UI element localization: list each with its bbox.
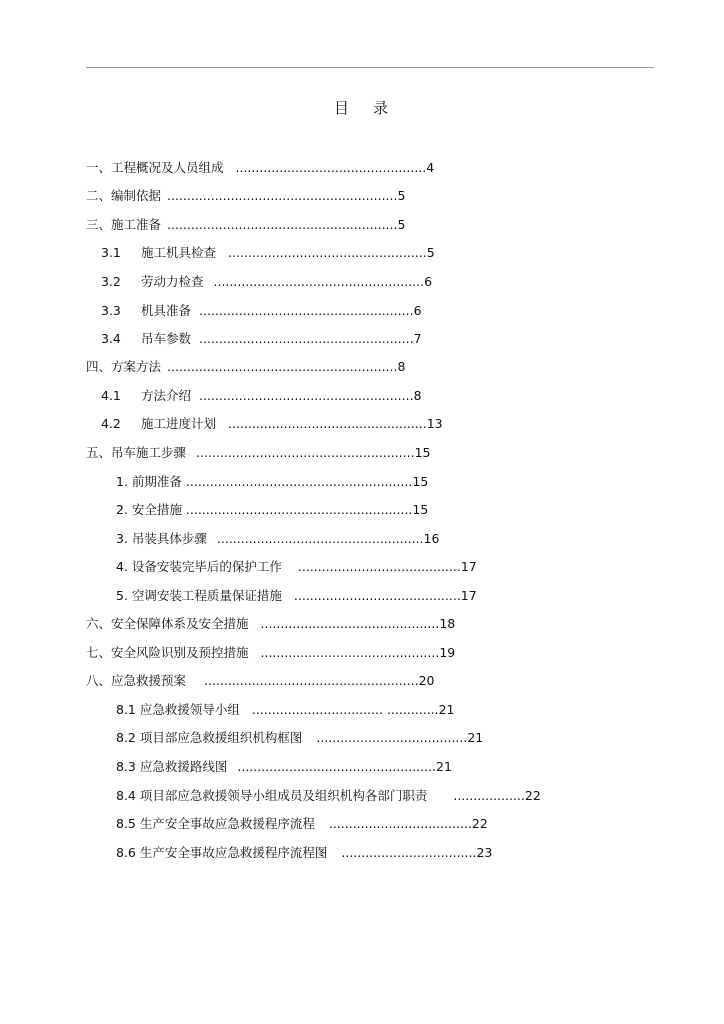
toc-leader: ............................................. xyxy=(260,616,440,631)
toc-page: 21 xyxy=(436,759,452,774)
toc-entry-8-5[interactable] xyxy=(116,815,488,833)
toc-number: 3.4 xyxy=(101,331,121,346)
toc-entry-3-4[interactable] xyxy=(101,330,422,348)
toc-page: 19 xyxy=(439,645,456,660)
toc-label: 8.3 应急救援路线图 xyxy=(116,759,228,774)
toc-label: 方法介绍 xyxy=(141,388,192,403)
toc-page: 20 xyxy=(418,673,435,688)
toc-page: 23 xyxy=(476,845,493,860)
toc-label: 四、方案方法 xyxy=(86,359,162,374)
toc-label: 8.6 生产安全事故应急救援程序流程图 xyxy=(116,845,328,860)
toc-leader: .......................................................... xyxy=(167,359,398,374)
toc-page: 13 xyxy=(426,416,443,431)
toc-page: 17 xyxy=(460,559,477,574)
toc-leader: .................. xyxy=(453,788,525,803)
toc-label: 8.2 项目部应急救援组织机构框图 xyxy=(116,730,303,745)
toc-page: 17 xyxy=(460,588,477,603)
toc-entry-4-1[interactable] xyxy=(101,387,422,405)
toc-entry-5-5[interactable] xyxy=(116,587,477,605)
toc-leader: .................................................... xyxy=(216,531,424,546)
toc-number: 3.2 xyxy=(101,274,121,289)
toc-leader: ......................................... xyxy=(297,559,461,574)
toc-label: 机具准备 xyxy=(141,303,192,318)
toc-page: 7 xyxy=(413,331,422,346)
toc-label: 三、施工准备 xyxy=(86,217,162,232)
toc-leader: ..................................................... xyxy=(213,274,425,289)
toc-entry-3-3[interactable] xyxy=(101,302,422,320)
toc-page: 15 xyxy=(414,445,431,460)
toc-number: 3.1 xyxy=(101,245,121,260)
toc-entry-8-1[interactable] xyxy=(116,701,455,719)
toc-page: 18 xyxy=(439,616,456,631)
toc-label: 六、安全保障体系及安全措施 xyxy=(86,616,249,631)
toc-entry-5-4[interactable] xyxy=(116,558,477,576)
toc-page: 22 xyxy=(524,788,541,803)
toc-leader: .................................................. xyxy=(228,416,427,431)
toc-page: 21 xyxy=(467,730,484,745)
toc-page: 6 xyxy=(424,274,433,289)
toc-entry-8[interactable] xyxy=(86,672,435,690)
toc-label: 七、安全风险识别及预控措施 xyxy=(86,645,249,660)
toc-label: 8.1 应急救援领导小组 xyxy=(116,702,240,717)
toc-page: 8 xyxy=(413,388,422,403)
toc-entry-1[interactable] xyxy=(86,159,434,177)
toc-page: 15 xyxy=(412,474,429,489)
toc-label: 1. 前期准备 xyxy=(116,474,182,489)
toc-page: 5 xyxy=(397,217,406,232)
toc-label: 8.5 生产安全事故应急救援程序流程 xyxy=(116,816,315,831)
toc-page: 8 xyxy=(397,359,406,374)
toc-leader: .................................. xyxy=(341,845,477,860)
toc-number: 4.2 xyxy=(101,416,121,431)
toc-label: 一、工程概况及人员组成 xyxy=(86,160,224,175)
toc-leader: .................................................. xyxy=(237,759,437,774)
toc-entry-5[interactable] xyxy=(86,444,430,462)
toc-entry-4[interactable] xyxy=(86,358,405,376)
toc-leader: ......................................................... xyxy=(185,474,413,489)
toc-label: 2. 安全措施 xyxy=(116,502,182,517)
toc-label: 3. 吊装具体步骤 xyxy=(116,531,207,546)
toc-leader: ................................. ............. xyxy=(251,702,439,717)
toc-leader: ...................................................... xyxy=(199,331,414,346)
toc-leader: ...................................................... xyxy=(199,388,414,403)
toc-label: 4. 设备安装完毕后的保护工作 xyxy=(116,559,282,574)
toc-label: 施工机具检查 xyxy=(141,245,217,260)
toc-number: 4.1 xyxy=(101,388,121,403)
toc-entry-7[interactable] xyxy=(86,644,455,662)
toc-entry-3[interactable] xyxy=(86,216,405,234)
toc-page: 6 xyxy=(413,303,422,318)
title-char-1: 目 xyxy=(333,99,351,117)
title-char-2: 录 xyxy=(373,99,391,117)
toc-page: 15 xyxy=(412,502,429,517)
toc-label: 8.4 项目部应急救援领导小组成员及组织机构各部门职责 xyxy=(116,788,428,803)
toc-leader: ...................................................... xyxy=(204,673,419,688)
toc-leader: .......................................................... xyxy=(167,188,398,203)
toc-leader: ....................................................... xyxy=(196,445,415,460)
toc-page: 22 xyxy=(471,816,488,831)
toc-leader: ......................................................... xyxy=(185,502,413,517)
toc-label: 吊车参数 xyxy=(141,331,192,346)
toc-page: 5 xyxy=(397,188,406,203)
toc-leader: ................................................ xyxy=(235,160,427,175)
toc-entry-8-4[interactable] xyxy=(116,787,541,805)
toc-label: 八、应急救援预案 xyxy=(86,673,187,688)
toc-entry-8-2[interactable] xyxy=(116,729,483,747)
toc-entry-3-2[interactable] xyxy=(101,273,432,291)
toc-leader: ...................................................... xyxy=(199,303,414,318)
toc-page: 4 xyxy=(426,160,435,175)
toc-entry-4-2[interactable] xyxy=(101,415,443,433)
toc-leader: .......................................... xyxy=(293,588,461,603)
toc-page: 21 xyxy=(438,702,455,717)
toc-number: 3.3 xyxy=(101,303,121,318)
toc-label: 施工进度计划 xyxy=(141,416,217,431)
toc-label: 二、编制依据 xyxy=(86,188,162,203)
toc-entry-8-3[interactable] xyxy=(116,758,452,776)
toc-leader: ............................................. xyxy=(260,645,440,660)
toc-page: 16 xyxy=(423,531,440,546)
toc-leader: .................................... xyxy=(328,816,472,831)
toc-leader: .......................................................... xyxy=(167,217,398,232)
toc-entry-5-3[interactable] xyxy=(116,530,439,548)
toc-entry-5-2[interactable] xyxy=(116,501,428,519)
toc-entry-6[interactable] xyxy=(86,615,455,633)
toc-label: 五、吊车施工步骤 xyxy=(86,445,187,460)
toc-leader: ...................................... xyxy=(316,730,468,745)
toc-entry-5-1[interactable] xyxy=(116,473,428,491)
toc-page: 5 xyxy=(426,245,435,260)
toc-label: 劳动力检查 xyxy=(141,274,204,289)
toc-label: 5. 空调安装工程质量保证措施 xyxy=(116,588,282,603)
toc-entry-2[interactable] xyxy=(86,187,405,205)
toc-entry-8-6[interactable] xyxy=(116,844,492,862)
toc-entry-3-1[interactable] xyxy=(101,244,435,262)
toc-leader: .................................................. xyxy=(228,245,427,260)
